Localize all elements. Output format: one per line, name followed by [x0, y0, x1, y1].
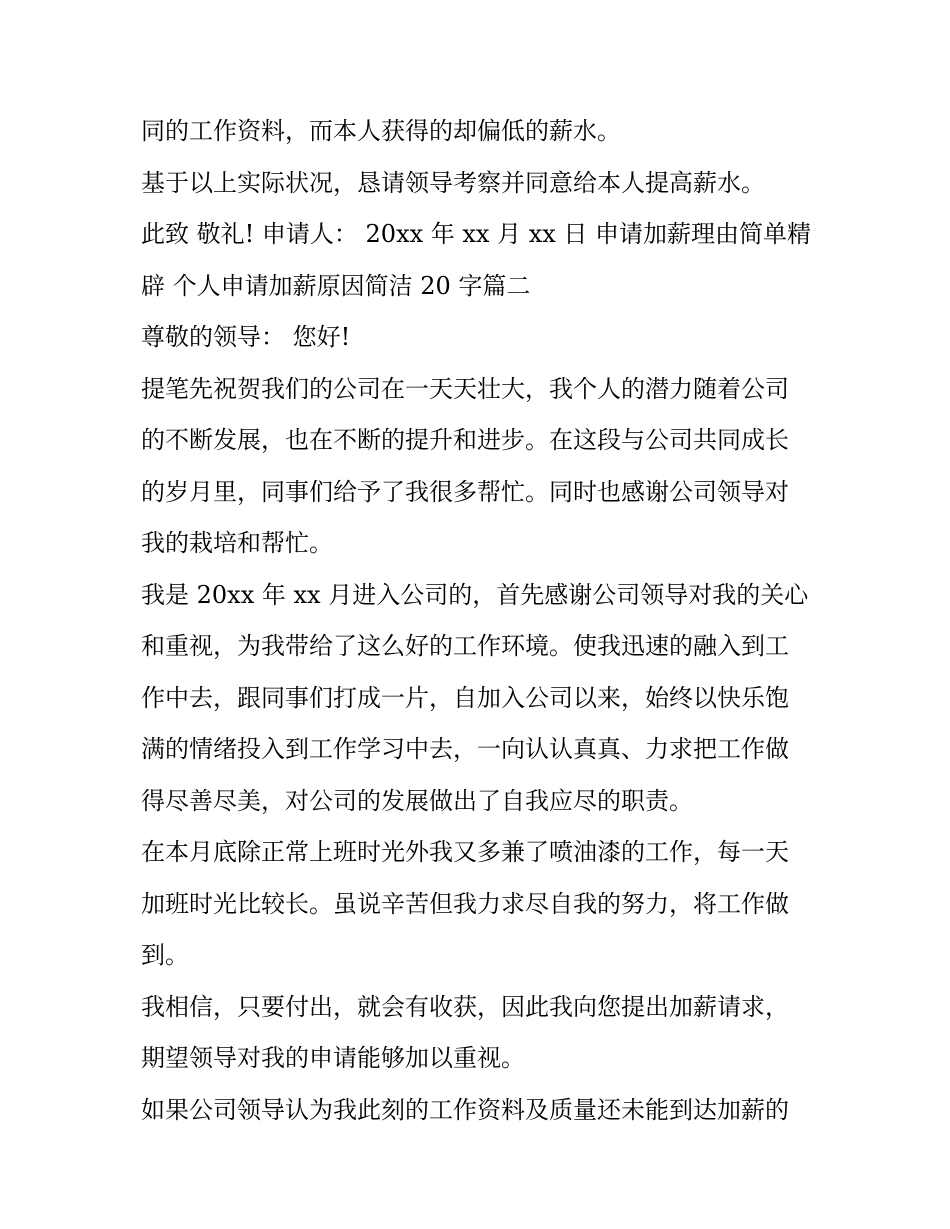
- text-line: 加班时光比较长。虽说辛苦但我力求尽自我的努力，将工作做: [141, 889, 789, 918]
- text-line: 到。: [141, 941, 189, 969]
- text-line: 如果公司领导认为我此刻的工作资料及质量还未能到达加薪的: [141, 1095, 789, 1124]
- text-line: 我相信，只要付出，就会有收获，因此我向您提出加薪请求，: [141, 992, 789, 1021]
- text-line: 我是 20xx 年 xx 月进入公司的，首先感谢公司领导对我的关心: [141, 580, 809, 609]
- text-line: 辟 个人申请加薪原因简洁 20 字篇二: [141, 271, 531, 300]
- text-line: 此致 敬礼! 申请人： 20xx 年 xx 月 xx 日 申请加薪理由简单精: [141, 220, 812, 248]
- text-line: 的岁月里，同事们给予了我很多帮忙。同时也感谢公司领导对: [141, 477, 789, 506]
- text-line: 提笔先祝贺我们的公司在一天天壮大，我个人的潜力随着公司: [141, 374, 789, 403]
- text-line: 作中去，跟同事们打成一片，自加入公司以来，始终以快乐饱: [141, 683, 789, 712]
- text-line: 基于以上实际状况，恳请领导考察并同意给本人提高薪水。: [141, 168, 765, 197]
- text-line: 满的情绪投入到工作学习中去，一向认认真真、力求把工作做: [141, 735, 789, 763]
- text-line: 尊敬的领导： 您好!: [141, 323, 351, 351]
- text-line: 的不断发展，也在不断的提升和进步。在这段与公司共同成长: [141, 426, 789, 454]
- text-line: 我的栽培和帮忙。: [141, 529, 333, 557]
- text-line: 同的工作资料，而本人获得的却偏低的薪水。: [141, 117, 621, 145]
- text-line: 在本月底除正常上班时光外我又多兼了喷油漆的工作，每一天: [141, 838, 789, 866]
- text-line: 和重视，为我带给了这么好的工作环境。使我迅速的融入到工: [141, 632, 789, 660]
- document-body: [141, 106, 821, 1136]
- text-line: 得尽善尽美，对公司的发展做出了自我应尽的职责。: [141, 786, 693, 815]
- text-line: 期望领导对我的申请能够加以重视。: [141, 1044, 525, 1072]
